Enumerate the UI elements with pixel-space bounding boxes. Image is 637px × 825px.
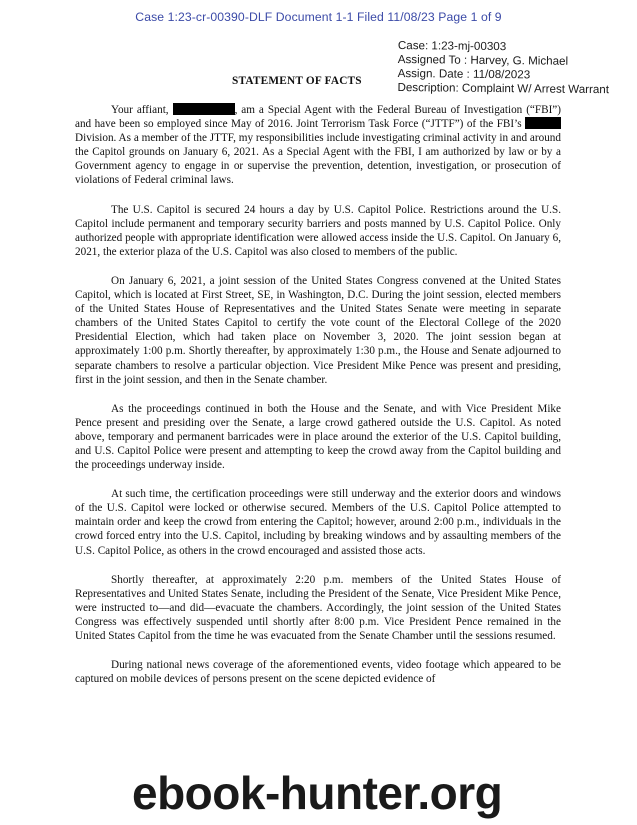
assign-date: Assign. Date : 11/08/2023 xyxy=(397,66,531,82)
court-filing-stamp: Case 1:23-cr-00390-DLF Document 1-1 Filed 11/08/23 Page 1 of 9 xyxy=(135,10,502,24)
paragraph-forced-entry: At such time, the certification proceedings were still underway and the exterior doors and windows of the U.S. Capitol were locked or otherwise secured. Members of the U.S. Capitol Police attempted to maintain order and keep the crowd from entering the Capitol; however, around 2:00 p.m., individuals in the crowd forced entry into the U.S. Capitol, including by breaking windows and by assaulting members of the U.S. Capitol Police, as others in the crowd encouraged and assisted those acts. xyxy=(75,488,561,557)
case-info-block xyxy=(397,39,609,97)
document-body xyxy=(75,103,561,701)
paragraph-capitol-security: The U.S. Capitol is secured 24 hours a day by U.S. Capitol Police. Restrictions around the U.S. Capitol include permanent and temporary security barriers and posts manned by U.S. Capitol Police. Only authorized people with appropriate identification were allowed access inside the U.S. Capitol. On January 6, 2021, the exterior plaza of the U.S. Capitol was also closed to members of the public. xyxy=(75,203,561,258)
paragraph-news-coverage: During national news coverage of the aforementioned events, video footage which appeared to be captured on mobile devices of persons present on the scene depicted evidence of xyxy=(75,659,561,686)
redaction-bar xyxy=(173,103,235,115)
case-number: Case: 1:23-mj-00303 xyxy=(397,39,507,54)
paragraph-crowd: As the proceedings continued in both the House and the Senate, and with Vice President Mike Pence present and presiding over the Senate, a large crowd gathered outside the U.S. Capitol. As noted above, temporary and permanent barricades were in place around the exterior of the U.S. Capitol building, and U.S. Capitol Police were present and attempting to keep the crowd away from the Capitol building and the proceedings underway inside. xyxy=(75,402,561,472)
paragraph-evacuation: Shortly thereafter, at approximately 2:20 p.m. members of the United States House of Representatives and United States Senate, including the President of the Senate, Vice President Mike Pence, were instructed to—and did—evacuate the chambers. Accordingly, the joint session of the United States Congress was effectively suspended until shortly after 8:00 p.m. Vice President Pence remained in the United States Capitol from the time he was evacuated from the Senate Chamber until the sessions resumed. xyxy=(75,573,561,642)
redaction-bar xyxy=(525,117,561,129)
paragraph-affiant xyxy=(75,103,561,188)
document-title: STATEMENT OF FACTS xyxy=(232,75,362,87)
paragraph-text: Your affiant, xyxy=(111,104,169,116)
paragraph-text: , am a Special Agent with the Federal Bureau of Investigation (“FBI”) and have been so employed since May of 2016. Joint Terrorism Task Force (“JTTF”) of the FBI’s xyxy=(75,104,561,131)
assigned-judge: Assigned To : Harvey, G. Michael xyxy=(397,52,569,68)
watermark: ebook-hunter.org xyxy=(132,767,503,819)
case-description: Description: Complaint W/ Arrest Warrant xyxy=(397,80,610,97)
paragraph-text: Division. As a member of the JTTF, my responsibilities include investigating criminal activity in and around the Capitol grounds on January 6, 2021. As a Special Agent with the FBI, I am authorized by law or by a Government agency to engage in or supervise the prevention, detention, investigation, or prosecution of violations of Federal criminal laws. xyxy=(75,132,561,187)
paragraph-joint-session: On January 6, 2021, a joint session of the United States Congress convened at the United States Capitol, which is located at First Street, SE, in Washington, D.C. During the joint session, elected members of the United States House of Representatives and the United States Senate were meeting in separate chambers of the United States Capitol to certify the vote count of the Electoral College of the 2020 Presidential Election, which had taken place on November 3, 2020. The joint session began at approximately 1:00 p.m. Shortly thereafter, by approximately 1:30 p.m., the House and Senate adjourned to separate chambers to resolve a particular objection. Vice President Mike Pence was present and presiding, first in the joint session, and then in the Senate chamber. xyxy=(75,274,561,386)
